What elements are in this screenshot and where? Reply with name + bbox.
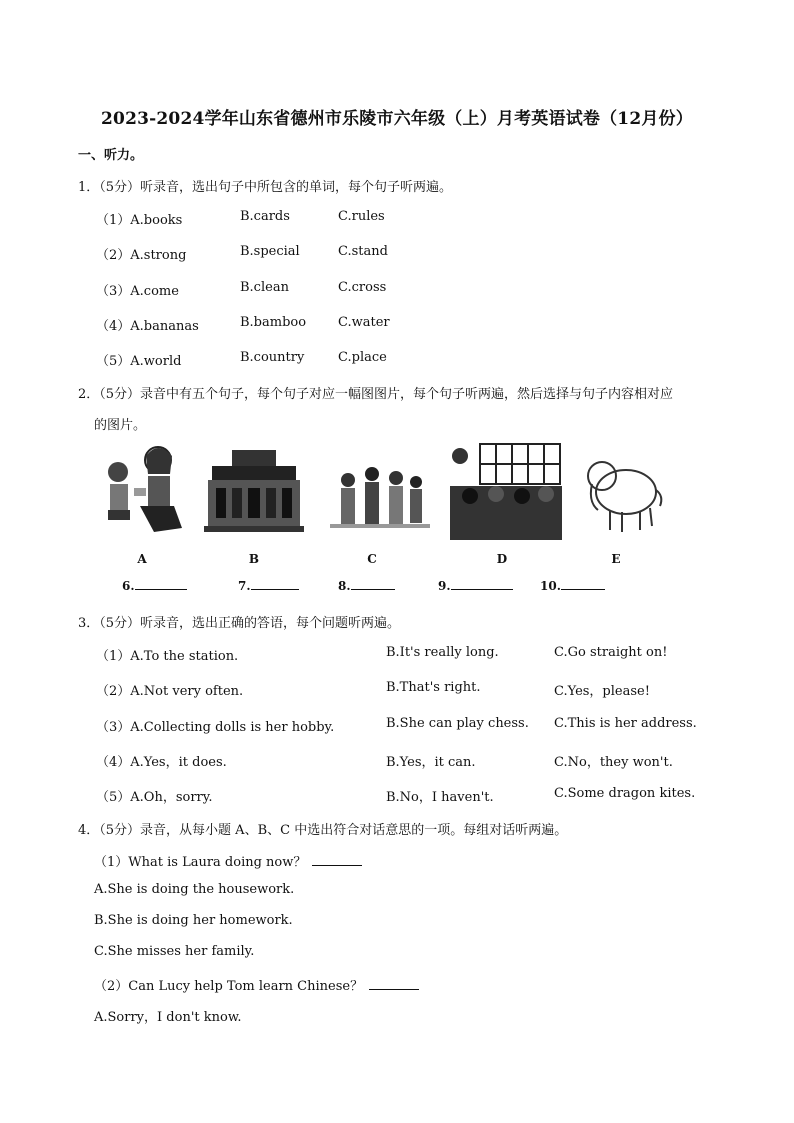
- page-title: 2023-2024学年山东省德州市乐陵市六年级（上）月考英语试卷（12月份）: [101, 109, 693, 129]
- question-2-stem-continued: 的图片。: [94, 418, 147, 433]
- picture-label-a: A: [137, 552, 147, 566]
- option-a: （5）A.world: [96, 354, 182, 369]
- option-c: C.Go straight on!: [554, 645, 668, 660]
- option-a: （4）A.bananas: [96, 319, 199, 334]
- section-listening-heading: 一、听力。: [78, 148, 144, 163]
- answer-blank[interactable]: [312, 853, 362, 866]
- question-4-sub-2: （2）Can Lucy help Tom learn Chinese？: [94, 975, 419, 994]
- option-c: C.Some dragon kites.: [554, 786, 696, 801]
- picture-label-c: C: [367, 552, 377, 566]
- option-b: B.That's right.: [386, 680, 481, 695]
- option-b: B.bamboo: [240, 315, 307, 330]
- option-b: B.She is doing her homework.: [94, 913, 293, 928]
- picture-e-elephant-image: [578, 440, 668, 540]
- option-c: C.place: [338, 350, 387, 365]
- option-b: B.special: [240, 244, 300, 259]
- option-a: （4）A.Yes，it does.: [96, 755, 227, 770]
- option-c: C.Yes，please!: [554, 684, 650, 699]
- option-c: C.stand: [338, 244, 388, 259]
- option-b: B.Yes，it can.: [386, 755, 476, 770]
- option-c: C.water: [338, 315, 390, 330]
- picture-c-group-image: [330, 440, 430, 540]
- question-1-stem: 1．（5分）听录音，选出句子中所包含的单词，每个句子听两遍。: [78, 180, 453, 195]
- option-b: B.It's really long.: [386, 645, 499, 660]
- question-2-stem: 2．（5分）录音中有五个句子，每个句子对应一幅图图片，每个句子听两遍，然后选择与句子内容相对应: [78, 387, 674, 402]
- option-a: （5）A.Oh，sorry.: [96, 790, 213, 805]
- answer-blank-7[interactable]: 7.: [238, 577, 299, 593]
- picture-d-crowd-image: [446, 440, 566, 544]
- option-b: B.cards: [240, 209, 290, 224]
- picture-b-building-image: [202, 440, 306, 540]
- answer-blank-6[interactable]: 6.: [122, 577, 187, 593]
- answer-blank[interactable]: [369, 977, 419, 990]
- question-3-stem: 3．（5分）听录音，选出正确的答语，每个问题听两遍。: [78, 616, 401, 631]
- picture-label-b: B: [248, 552, 260, 566]
- option-c: C.No，they won't.: [554, 755, 673, 770]
- answer-blank-10[interactable]: 10.: [540, 577, 605, 593]
- option-c: C.She misses her family.: [94, 944, 255, 959]
- picture-strip: [90, 440, 690, 600]
- option-b: B.country: [240, 350, 305, 365]
- option-c: C.This is her address.: [554, 716, 697, 731]
- picture-label-e: E: [611, 552, 621, 566]
- option-a: （2）A.Not very often.: [96, 684, 244, 699]
- option-b: B.She can play chess.: [386, 716, 529, 731]
- answer-blank-9[interactable]: 9.: [438, 577, 513, 593]
- option-a: （2）A.strong: [96, 248, 187, 263]
- question-4-stem: 4．（5分）录音，从每小题 A、B、C 中选出符合对话意思的一项。每组对话听两遍。: [78, 823, 568, 838]
- answer-blank-8[interactable]: 8.: [338, 577, 395, 593]
- picture-label-d: D: [496, 552, 508, 566]
- option-b: B.No，I haven't.: [386, 790, 494, 805]
- option-a: （3）A.Collecting dolls is her hobby.: [96, 720, 335, 735]
- picture-a-people-image: [96, 440, 196, 540]
- option-a: A.She is doing the housework.: [94, 882, 295, 897]
- option-c: C.rules: [338, 209, 385, 224]
- option-a: （1）A.To the station.: [96, 649, 239, 664]
- option-a: （3）A.come: [96, 284, 179, 299]
- option-c: C.cross: [338, 280, 387, 295]
- question-4-sub-1: （1）What is Laura doing now？: [94, 851, 362, 870]
- option-a: A.Sorry，I don't know.: [94, 1010, 242, 1025]
- option-a: （1）A.books: [96, 213, 183, 228]
- option-b: B.clean: [240, 280, 289, 295]
